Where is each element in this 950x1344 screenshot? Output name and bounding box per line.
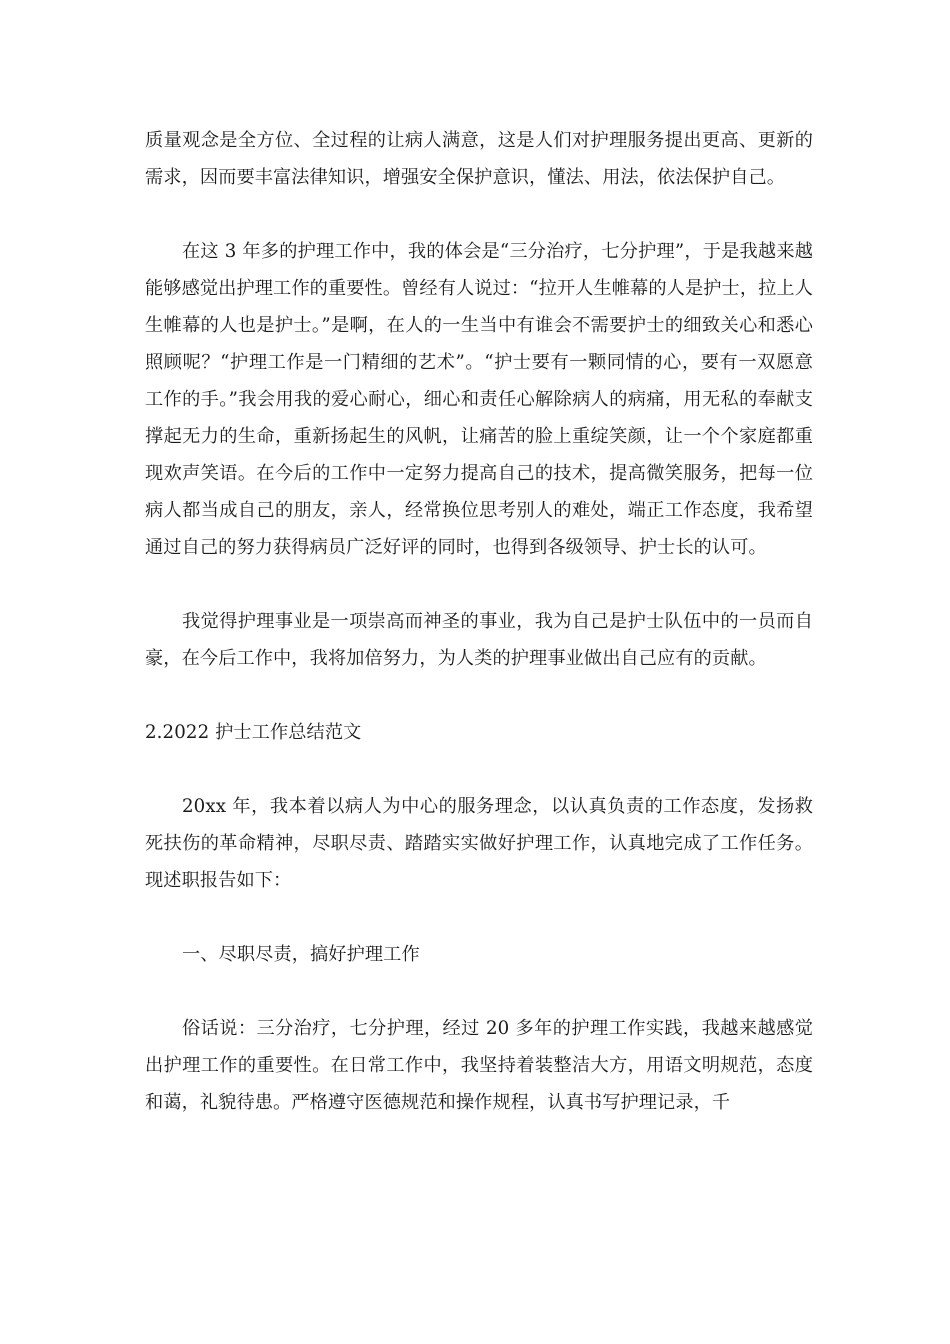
paragraph-quality-concept: 质量观念是全方位、全过程的让病人满意，这是人们对护理服务提出更高、更新的需求，因而要丰富法律知识，增强安全保护意识，懂法、用法，依法保护自己。	[145, 130, 813, 188]
section-heading: 2.2022 护士工作总结范文	[145, 722, 362, 743]
paragraph-duties: 俗话说：三分治疗，七分护理，经过 20 多年的护理工作实践，我越来越感觉出护理工作的重要性。在日常工作中，我坚持着装整洁大方，用语文明规范，态度和蔼，礼貌待患。严格遵守医德规范和操作规程，认真书写护理记录，千	[145, 1018, 813, 1113]
paragraph-nursing-experience: 在这 3 年多的护理工作中，我的体会是“三分治疗，七分护理”，于是我越来越能够感觉出护理工作的重要性。曾经有人说过：“拉开人生帷幕的人是护士，拉上人生帷幕的人也是护士。”是啊，在人的一生当中有谁会不需要护士的细致关心和悉心照顾呢？“护理工作是一门精细的艺术”。“护士要有一颗同情的心，要有一双愿意工作的手。”我会用我的爱心耐心，细心和责任心解除病人的病痛，用无私的奉献支撑起无力的生命，重新扬起生的风帆，让痛苦的脸上重绽笑颜，让一个个家庭都重现欢声笑语。在今后的工作中一定努力提高自己的技术，提高微笑服务，把每一位病人都当成自己的朋友，亲人，经常换位思考别人的难处，端正工作态度，我希望通过自己的努力获得病员广泛好评的同时，也得到各级领导、护士长的认可。	[145, 241, 813, 558]
document-body	[145, 122, 813, 1121]
paragraph-nursing-career: 我觉得护理事业是一项崇高而神圣的事业，我为自己是护士队伍中的一员而自豪，在今后工作中，我将加倍努力，为人类的护理事业做出自己应有的贡献。	[145, 611, 813, 669]
subsection-heading: 一、尽职尽责，搞好护理工作	[182, 944, 420, 965]
paragraph-annual-report-intro: 20xx 年，我本着以病人为中心的服务理念，以认真负责的工作态度，发扬救死扶伤的革命精神，尽职尽责、踏踏实实做好护理工作，认真地完成了工作任务。现述职报告如下：	[145, 796, 813, 891]
